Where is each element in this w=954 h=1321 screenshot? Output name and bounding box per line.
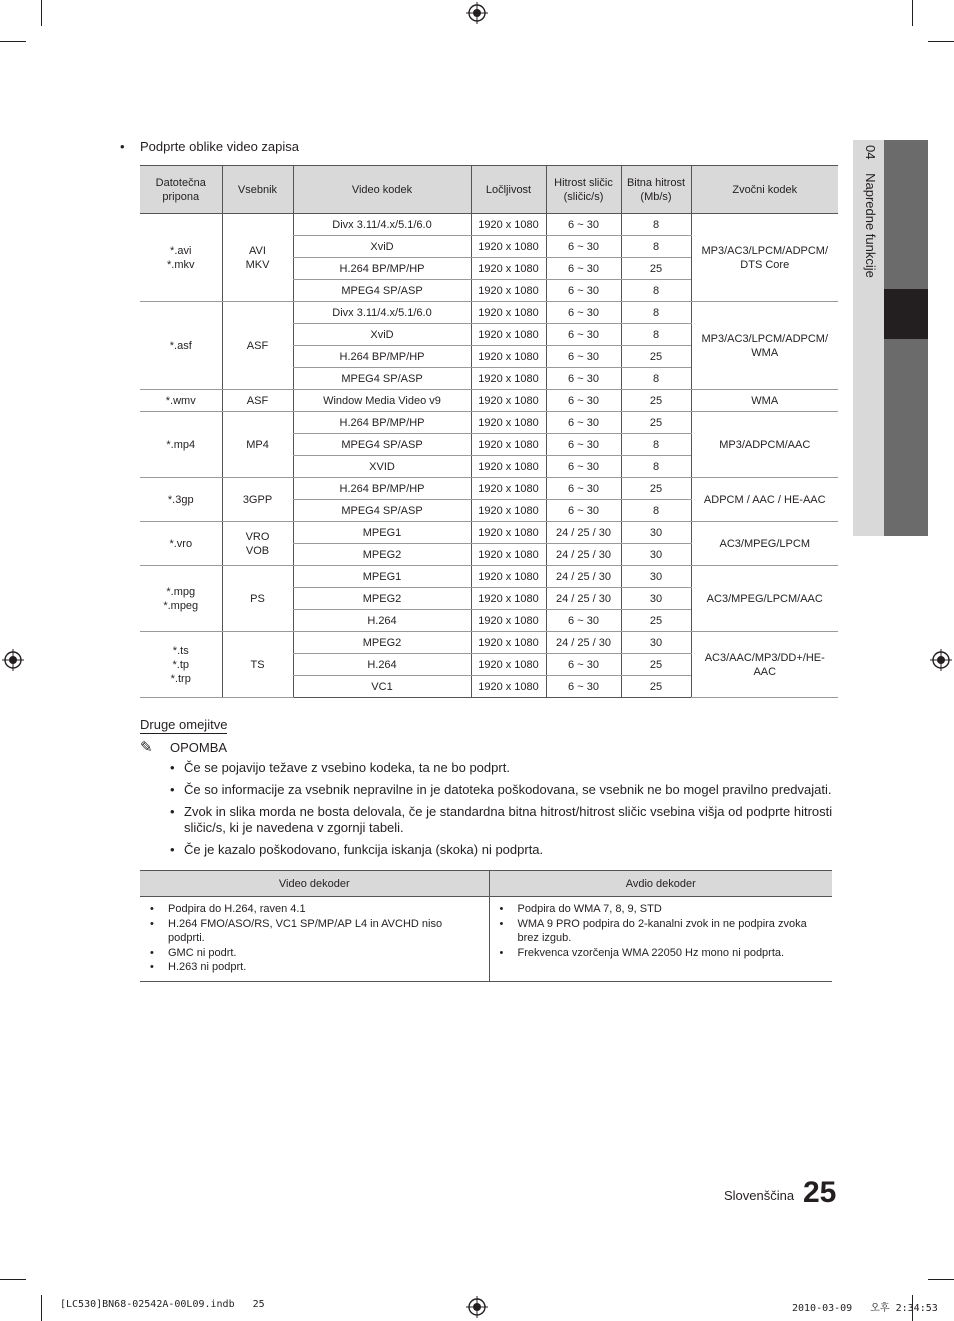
supported-formats-table <box>140 165 838 698</box>
video-codec-cell: H.264 BP/MP/HP <box>293 478 471 500</box>
resolution-cell: 1920 x 1080 <box>471 214 546 236</box>
frame-rate-cell: 6 ~ 30 <box>546 676 621 698</box>
bitrate-cell: 25 <box>621 258 691 280</box>
bitrate-cell: 25 <box>621 478 691 500</box>
video-codec-cell: Divx 3.11/4.x/5.1/6.0 <box>293 214 471 236</box>
audio-codec-cell: WMA <box>691 390 838 412</box>
video-decoder-header: Video dekoder <box>140 871 489 897</box>
bitrate-cell: 8 <box>621 434 691 456</box>
table-row <box>140 632 838 654</box>
resolution-cell: 1920 x 1080 <box>471 368 546 390</box>
note-label <box>140 738 227 756</box>
audio-codec-cell: MP3/AC3/LPCM/ADPCM/ WMA <box>691 302 838 390</box>
print-slug-file: [LC530]BN68-02542A-00L09.indb 25 <box>60 1299 265 1310</box>
file-extension-cell: *.ts *.tp *.trp <box>140 632 222 698</box>
container-cell: AVI MKV <box>222 214 293 302</box>
registration-mark-icon <box>930 649 952 671</box>
decoder-list-item: • WMA 9 PRO podpira do 2-kanalni zvok in ne podpira zvoka brez izgub. <box>498 917 825 946</box>
audio-codec-cell: AC3/AAC/MP3/DD+/HE- AAC <box>691 632 838 698</box>
container-cell: ASF <box>222 390 293 412</box>
audio-codec-cell: MP3/AC3/LPCM/ADPCM/ DTS Core <box>691 214 838 302</box>
resolution-cell: 1920 x 1080 <box>471 390 546 412</box>
video-codec-cell: H.264 <box>293 610 471 632</box>
column-header: Hitrost sličic (sličic/s) <box>546 166 621 214</box>
bullet-icon: • <box>170 760 175 775</box>
crop-mark <box>928 1279 954 1280</box>
decoder-list-item: • GMC ni podrt. <box>148 946 481 961</box>
footer-language: Slovenščina <box>724 1188 795 1203</box>
resolution-cell: 1920 x 1080 <box>471 566 546 588</box>
frame-rate-cell: 6 ~ 30 <box>546 434 621 456</box>
resolution-cell: 1920 x 1080 <box>471 676 546 698</box>
note-text: Če je kazalo poškodovano, funkcija iskanja (skoka) ni podprta. <box>184 842 544 857</box>
crop-mark <box>0 41 26 42</box>
registration-mark-icon <box>2 649 24 671</box>
bitrate-cell: 8 <box>621 302 691 324</box>
file-extension-cell: *.asf <box>140 302 222 390</box>
video-codec-cell: H.264 BP/MP/HP <box>293 258 471 280</box>
frame-rate-cell: 6 ~ 30 <box>546 324 621 346</box>
bullet-icon: • <box>170 842 175 857</box>
video-codec-cell: MPEG4 SP/ASP <box>293 368 471 390</box>
table-row <box>140 214 838 236</box>
bitrate-cell: 30 <box>621 522 691 544</box>
frame-rate-cell: 24 / 25 / 30 <box>546 632 621 654</box>
audio-codec-cell: ADPCM / AAC / HE-AAC <box>691 478 838 522</box>
decoder-list-item: • Frekvenca vzorčenja WMA 22050 Hz mono ni podprta. <box>498 946 825 961</box>
table-row <box>140 566 838 588</box>
table-header-row <box>140 166 838 214</box>
note-text: Zvok in slika morda ne bosta delovala, če je standardna bitna hitrost/hitrost sličic vsebina višja od podprte hitrosti sličic/s, ki je navedena v zgornji tabeli. <box>184 804 833 835</box>
bitrate-cell: 8 <box>621 280 691 302</box>
bitrate-cell: 30 <box>621 588 691 610</box>
frame-rate-cell: 6 ~ 30 <box>546 456 621 478</box>
crop-mark <box>41 0 42 26</box>
audio-codec-cell: MP3/ADPCM/AAC <box>691 412 838 478</box>
column-header: Datotečna pripona <box>140 166 222 214</box>
container-cell: MP4 <box>222 412 293 478</box>
video-codec-cell: XVID <box>293 456 471 478</box>
bitrate-cell: 30 <box>621 544 691 566</box>
registration-mark-icon <box>466 2 488 24</box>
resolution-cell: 1920 x 1080 <box>471 544 546 566</box>
column-header: Bitna hitrost (Mb/s) <box>621 166 691 214</box>
frame-rate-cell: 6 ~ 30 <box>546 412 621 434</box>
container-cell: 3GPP <box>222 478 293 522</box>
frame-rate-cell: 6 ~ 30 <box>546 258 621 280</box>
bitrate-cell: 8 <box>621 236 691 258</box>
bitrate-cell: 8 <box>621 456 691 478</box>
audio-decoder-header: Avdio dekoder <box>489 871 832 897</box>
file-extension-cell: *.3gp <box>140 478 222 522</box>
video-codec-cell: XviD <box>293 236 471 258</box>
audio-decoder-cell <box>489 897 832 982</box>
decoder-table <box>140 870 832 982</box>
frame-rate-cell: 24 / 25 / 30 <box>546 566 621 588</box>
frame-rate-cell: 6 ~ 30 <box>546 610 621 632</box>
crop-mark <box>41 1295 42 1321</box>
frame-rate-cell: 6 ~ 30 <box>546 390 621 412</box>
container-cell: ASF <box>222 302 293 390</box>
container-cell: PS <box>222 566 293 632</box>
frame-rate-cell: 6 ~ 30 <box>546 346 621 368</box>
bitrate-cell: 25 <box>621 412 691 434</box>
frame-rate-cell: 24 / 25 / 30 <box>546 522 621 544</box>
note-item <box>170 782 840 798</box>
resolution-cell: 1920 x 1080 <box>471 258 546 280</box>
column-header: Zvočni kodek <box>691 166 838 214</box>
frame-rate-cell: 6 ~ 30 <box>546 478 621 500</box>
frame-rate-cell: 6 ~ 30 <box>546 654 621 676</box>
video-codec-cell: MPEG2 <box>293 632 471 654</box>
frame-rate-cell: 6 ~ 30 <box>546 368 621 390</box>
chapter-title: Napredne funkcije <box>863 173 878 278</box>
video-codec-cell: MPEG2 <box>293 544 471 566</box>
chapter-number: 04 <box>863 145 878 160</box>
bitrate-cell: 8 <box>621 214 691 236</box>
bullet-icon: • <box>170 804 175 819</box>
other-limits-heading: Druge omejitve <box>140 717 228 732</box>
bullet-icon: • <box>170 782 175 797</box>
bitrate-cell: 30 <box>621 632 691 654</box>
table-row <box>140 302 838 324</box>
bitrate-cell: 30 <box>621 566 691 588</box>
resolution-cell: 1920 x 1080 <box>471 324 546 346</box>
resolution-cell: 1920 x 1080 <box>471 654 546 676</box>
decoder-list-item: • Podpira do H.264, raven 4.1 <box>148 902 481 917</box>
note-item <box>170 804 840 836</box>
note-item <box>170 842 840 858</box>
section-intro-text: Podprte oblike video zapisa <box>140 139 299 154</box>
resolution-cell: 1920 x 1080 <box>471 456 546 478</box>
video-codec-cell: Window Media Video v9 <box>293 390 471 412</box>
pencil-note-icon: ✎ <box>140 739 153 756</box>
bitrate-cell: 8 <box>621 368 691 390</box>
resolution-cell: 1920 x 1080 <box>471 346 546 368</box>
audio-codec-cell: AC3/MPEG/LPCM/AAC <box>691 566 838 632</box>
chapter-tab-label <box>858 145 878 345</box>
bitrate-cell: 25 <box>621 654 691 676</box>
frame-rate-cell: 6 ~ 30 <box>546 280 621 302</box>
note-item <box>170 760 840 776</box>
video-codec-cell: MPEG4 SP/ASP <box>293 280 471 302</box>
notes-list <box>170 760 840 864</box>
container-cell: VRO VOB <box>222 522 293 566</box>
bitrate-cell: 25 <box>621 610 691 632</box>
video-codec-cell: MPEG4 SP/ASP <box>293 500 471 522</box>
bitrate-cell: 25 <box>621 676 691 698</box>
frame-rate-cell: 24 / 25 / 30 <box>546 544 621 566</box>
bitrate-cell: 25 <box>621 346 691 368</box>
decoder-content-row <box>140 897 832 982</box>
container-cell: TS <box>222 632 293 698</box>
video-codec-cell: MPEG1 <box>293 522 471 544</box>
note-text: Če so informacije za vsebnik nepravilne in je datoteka poškodovana, se vsebnik ne bo mogel pravilno predvajati. <box>184 782 832 797</box>
video-codec-cell: H.264 <box>293 654 471 676</box>
video-codec-cell: XviD <box>293 324 471 346</box>
resolution-cell: 1920 x 1080 <box>471 588 546 610</box>
video-decoder-list <box>148 902 481 975</box>
video-codec-cell: H.264 BP/MP/HP <box>293 412 471 434</box>
file-extension-cell: *.wmv <box>140 390 222 412</box>
registration-mark-icon <box>466 1296 488 1318</box>
resolution-cell: 1920 x 1080 <box>471 500 546 522</box>
video-codec-cell: H.264 BP/MP/HP <box>293 346 471 368</box>
table-row <box>140 478 838 500</box>
resolution-cell: 1920 x 1080 <box>471 302 546 324</box>
print-slug-date: 2010-03-09 오후 2:34:53 <box>792 1303 938 1314</box>
resolution-cell: 1920 x 1080 <box>471 632 546 654</box>
chapter-tab-active-marker <box>884 289 928 339</box>
frame-rate-cell: 6 ~ 30 <box>546 302 621 324</box>
audio-codec-cell: AC3/MPEG/LPCM <box>691 522 838 566</box>
frame-rate-cell: 6 ~ 30 <box>546 236 621 258</box>
resolution-cell: 1920 x 1080 <box>471 522 546 544</box>
audio-decoder-list <box>498 902 825 960</box>
resolution-cell: 1920 x 1080 <box>471 434 546 456</box>
bitrate-cell: 25 <box>621 390 691 412</box>
note-text: Če se pojavijo težave z vsebino kodeka, ta ne bo podprt. <box>184 760 510 775</box>
table-row <box>140 412 838 434</box>
chapter-tab-block <box>884 339 928 536</box>
page-number: 25 <box>803 1176 837 1209</box>
video-codec-cell: MPEG4 SP/ASP <box>293 434 471 456</box>
decoder-list-item: • Podpira do WMA 7, 8, 9, STD <box>498 902 825 917</box>
resolution-cell: 1920 x 1080 <box>471 412 546 434</box>
file-extension-cell: *.mp4 <box>140 412 222 478</box>
decoder-header-row <box>140 871 832 897</box>
file-extension-cell: *.vro <box>140 522 222 566</box>
crop-mark <box>928 41 954 42</box>
file-extension-cell: *.avi *.mkv <box>140 214 222 302</box>
column-header: Vsebnik <box>222 166 293 214</box>
bitrate-cell: 8 <box>621 324 691 346</box>
table-row <box>140 522 838 544</box>
crop-mark <box>912 0 913 26</box>
chapter-tab-block <box>884 140 928 289</box>
resolution-cell: 1920 x 1080 <box>471 280 546 302</box>
resolution-cell: 1920 x 1080 <box>471 236 546 258</box>
video-codec-cell: VC1 <box>293 676 471 698</box>
resolution-cell: 1920 x 1080 <box>471 478 546 500</box>
crop-mark <box>0 1279 26 1280</box>
section-intro: • Podprte oblike video zapisa <box>120 139 299 154</box>
column-header: Video kodek <box>293 166 471 214</box>
video-codec-cell: Divx 3.11/4.x/5.1/6.0 <box>293 302 471 324</box>
video-codec-cell: MPEG2 <box>293 588 471 610</box>
column-header: Ločljivost <box>471 166 546 214</box>
table-row <box>140 390 838 412</box>
decoder-list-item: • H.263 ni podprt. <box>148 960 481 975</box>
note-label-text: OPOMBA <box>170 740 228 755</box>
resolution-cell: 1920 x 1080 <box>471 610 546 632</box>
bitrate-cell: 8 <box>621 500 691 522</box>
video-decoder-cell <box>140 897 489 982</box>
frame-rate-cell: 24 / 25 / 30 <box>546 588 621 610</box>
file-extension-cell: *.mpg *.mpeg <box>140 566 222 632</box>
frame-rate-cell: 6 ~ 30 <box>546 214 621 236</box>
decoder-list-item: • H.264 FMO/ASO/RS, VC1 SP/MP/AP L4 in AVCHD niso podprti. <box>148 917 481 946</box>
video-codec-cell: MPEG1 <box>293 566 471 588</box>
frame-rate-cell: 6 ~ 30 <box>546 500 621 522</box>
